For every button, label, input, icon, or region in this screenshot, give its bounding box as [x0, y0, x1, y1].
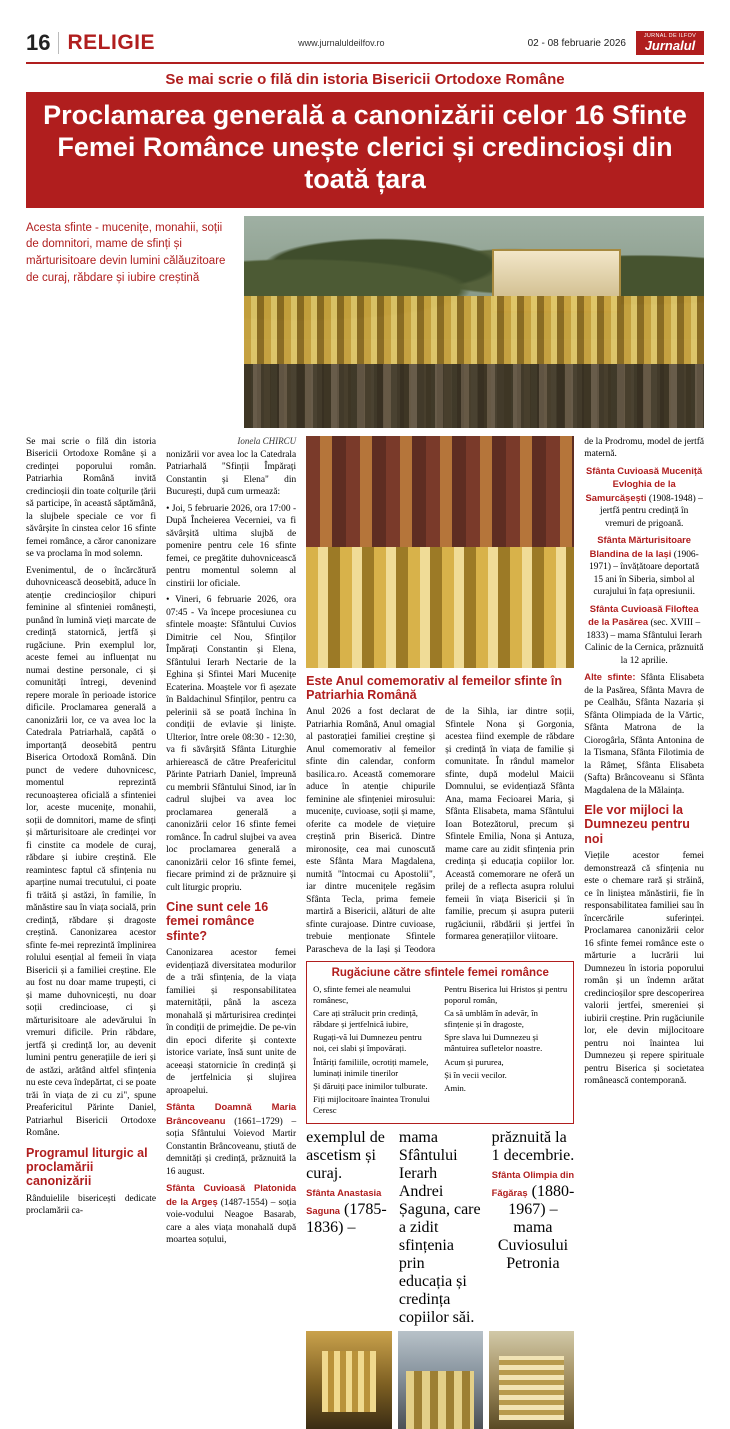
center-photo	[306, 436, 574, 668]
paragraph: exemplul de ascetism și curaj.	[306, 1129, 385, 1183]
prayer-line: Fiți mijlocitoare înaintea Tronului Ceresc	[313, 1094, 430, 1116]
prayer-left	[313, 984, 436, 1119]
column-1	[26, 436, 156, 1429]
saint-entry	[166, 1182, 296, 1247]
saint-entry	[584, 465, 704, 531]
paragraph: • Vineri, 6 februarie 2026, ora 07:45 - Va începe procesiunea cu sfintele moaște: Sfântului Cuvios Dimitrie cel Nou, Sfinților Împărați Constantin și Elena, Sfântului Ierarh Nectarie de la Eghina și Sfintei Mari Mucenițe Ecaterina. Moaștele vor fi așezate în Baldachinul Sfinților, pentru ca pelerinii să se poată închina în condiții de evlavie și liniște. Ulterior, între orele 08:30 - 12:30, va fi săvârșită Sfânta Liturghie arhierească de către Preafericitul Părinte Patriarh Daniel, împreună cu membrii Sfântului Sinod, iar în cadrul slujbei va avea loc proclamarea generală a canonizării celor 16 sfinte femei românce. În cadrul slujbei va avea loc proclamarea generală a canonizării celor 16 sfinte femei, fiecare primind zi de prăznuire și cult liturgic propriu.	[166, 595, 297, 893]
saint-name: Sfânta Mărturisitoare Blandina de la Iași	[589, 534, 692, 559]
masthead	[26, 28, 704, 58]
prayer-line: Pentru Biserica lui Hristos și pentru poporul român,	[444, 983, 568, 1005]
deck-row	[26, 216, 704, 428]
prayer-line: O, sfinte femei ale neamului românesc,	[313, 983, 411, 1005]
bottom-col-right	[492, 1129, 575, 1327]
saint-description: (1908-1948) – jertfă pentru credință în vremuri de prigoană.	[600, 493, 703, 529]
saint-name: Sfânta Olimpia din Făgăraș	[491, 1169, 575, 1199]
divider	[58, 32, 59, 54]
saint-description: (1880-1967) – mama Cuviosului Petronia	[497, 1183, 575, 1273]
page-title: Proclamarea generală a canonizării celor 16 Sfinte Femei Românce unește clerici și credincioși din toată țara	[26, 92, 704, 208]
paragraph: de la Prodromu, model de jertfă maternă.	[584, 436, 704, 460]
subheading-liturgic-program: Programul liturgic al proclamării canonizării	[26, 1145, 148, 1189]
saint-name: Sfânta Anastasia Saguna	[306, 1187, 382, 1217]
saint-name: Sfânta Cuvioasă Muceniță Evloghia de la Samurcășești	[585, 464, 703, 503]
saint-description: (1785-1836) –	[306, 1201, 387, 1237]
saint-name: Sfânta Cuvioasă Filoftea de la Pasărea	[588, 602, 699, 628]
kicker: Se mai scrie o filă din istoria Bisericii Ortodoxe Române	[165, 71, 565, 88]
saint-name: Sfânta Doamnă Maria Brâncoveanu	[166, 1101, 297, 1126]
other-saints-label: Alte sfinte:	[584, 671, 636, 683]
logo-main-text: Jurnalul	[644, 38, 696, 54]
paragraph: Rânduielile bisericești dedicate proclamării ca-	[26, 1193, 157, 1217]
center-photo-caption: Este Anul comemorativ al femeilor sfinte în Patriarhia Română	[306, 673, 563, 702]
saint-description: (1487-1554) – soția voie-vodului Neagoe Basarab, care a ales viața monahală după moartea soțului,	[166, 1197, 297, 1246]
bottom-photo-procession	[398, 1331, 483, 1429]
subheading-who-are-the-saints: Cine sunt cele 16 femei românce sfinte?	[166, 900, 269, 943]
saint-entry	[584, 603, 704, 668]
prayer-line: Acum și pururea,	[444, 1056, 504, 1067]
paragraph: Se mai scrie o filă din istoria Bisericii Ortodoxe Române și a credinței poporului român. Patriarhia Română invită credincioșii din toate colțurile țării să participe, în această săptămână, la slujbele speciale ce vor fi săvârșite în cinstea celor 16 sfinte femei românce, a căror canonizare se va proclama în mod solemn.	[26, 436, 157, 560]
subheading-intercession: Ele vor mijloci la Dumnezeu pentru noi	[584, 803, 690, 846]
website-url[interactable]: www.jurnaluldeilfov.ro	[298, 38, 385, 48]
byline: Ionela CHIRCU	[237, 435, 297, 446]
article-body	[26, 436, 704, 1429]
paragraph: Canonizarea acestor femei evidențiază diversitatea modurilor de a trăi sfințenia, de la viața familiei și responsabilitatea maternității, până la asceza monahală și mărturisirea credinței în condiții de primejdie. De pe-vin din epoci diferite și contexte istorice variate, însă sunt unite de aceeași statornicie în credință și de jertfelnicia și slujirea aproapelui.	[166, 948, 297, 1096]
prayer-line: Rugați-vă lui Dumnezeu pentru noi, cei slabi și împovărați.	[313, 1032, 422, 1054]
center-article-text: Anul 2026 a fost declarat de Patriarhia Română, Anul omagial al pastorației familiei creștine și Anul comemorativ al femeilor sfinte din calendar, conform basilica.ro. Această comemorare aduce în atenție chipurile feminine ale sfințeniei mirosului: mucenițe, cuvioase, soții și mame, oferite ca modele de viețuire creștină prin Biserică. Dintre mironosițe, cea mai cunoscută este Sfânta Mara Magdalena, numită "întocmai cu Apostolii", iar dintre mucenițele regăsim Sfânta Tecla, prima femeie martiră a Bisericii, alături de alte sfinte curajoase. Dintre cuvioase, trebuie menționate Sfintele Parascheva de la Iași și Teodora de la Sihla, iar dintre soții, Sfintele Nona și Gorgonia, acestea fiind exemple de răbdare și credință în viața de familie și comunitate. În rândul mamelor sfinte, după modelul Maicii Domnului, se evidențiază Sfânta Ana, mama Fecioarei Maria, și Sfânta Elisabeta, mama Sfântului Ioan Botezătorul, precum și Sfintele Emilia, Nona și Antuza, mame care au zidit sfințenia prin credința și educația copiilor lor. Această comemorare ne oferă un prilej de a reflecta asupra rolului femeii în viața Bisericii și în familie, precum și asupra puterii rugăciunii, răbdării și jertfei în formarea generațiilor viitoare.	[306, 707, 575, 955]
paragraph: Evenimentul, de o încărcătură duhovnicească deosebită, aduce în atenție credincioșilor chipuri feminine al sfinteniei românești, punând în lumină vieți marcate de credință statornică, jertfă și rugăciune. Prin exemplul lor, aceste femei au influențat nu numai destine personale, ci și comunități întregi, devenind repere morale în perioade istorice dificile. Proclamarea generală a canonizării lor, ce va avea loc la Catedrala Patriarhală, capătă o importanță deosebită pentru Biserica Ortodoxă Română. Din punct de vedere duhovnicesc, momentul reprezintă recunoașterea oficială a sfinteniei lor, aceste mucenițe, monahii, soții de domnitori, mame de sfinți și mărturisitoare ale credinței vor fi cinstite ca modele de curaj, răbdare și iubire creștină. Ele reamintesc faptul că sfințenia nu aparține numai trecutului, ci poate fi trăită și astăzi, în familie, în mănăstire sau în viața socială, prin credință, răbdare și dragoste creștină. Canonizarea acestor sfinte fe-mei reprezintă împlinirea rolului esențial al femeii în viața Bisericii și a familiei creștine. Ele au fost nu doar mame trupești, ci și mame duhovnicești, nu doar soții credincioase, ci și mărturisitoare ale adevărului în vremuri dificile. Prin răbdare, jertfă și credință lor, au devenit lumini pentru generațiile de ieri și de astăzi, arătând altfel sfințenia nu este ceva îndepărtat, ci se poate trăi în viața de zi cu zi", spune Preafericitul Părinte Daniel, Patriarhul Bisericii Ortodoxe Române.	[26, 565, 157, 1139]
column-2	[166, 436, 296, 1429]
section-title: RELIGIE	[67, 31, 155, 54]
prayer-line: Întăriți familiile, ocrotiți mamele, luminați inimile tinerilor	[313, 1056, 429, 1078]
other-saints-text: Sfânta Elisabeta de la Pasărea, Sfânta Mavra de pe Cealhău, Sfânta Nazaria și Sfânta Olimpiada de la Vărtic, Sfânta Matrona de la Ciorogârla, Sfânta Antonina de la Tismana, Sfânta Filotimia de la Râmeț, Sfânta Elisabeta (Safta) Brâncoveanu si Sfânta Magdalena de la Mălaința.	[584, 673, 704, 796]
prayer-line: Amin.	[444, 1082, 466, 1093]
saint-entry	[492, 1165, 575, 1273]
prayer-box	[306, 961, 574, 1124]
saint-description: (1906-1971) – învățătoare deportată 15 ani în Siberia, simbol al curajului în fața opresiunii.	[589, 549, 700, 598]
saint-entry	[584, 671, 704, 797]
bottom-photo-row	[306, 1331, 574, 1429]
saint-entry	[166, 1101, 296, 1178]
lead-photo	[244, 216, 704, 428]
photo-crowd	[244, 364, 704, 428]
prayer-line: Ca să umblăm în adevăr, în sfințenie și în dragoste,	[444, 1007, 538, 1030]
saint-name: Sfânta Cuvioasă Platonida de la Argeș	[166, 1182, 297, 1207]
paragraph: prăznuită la 1 decembrie.	[491, 1129, 575, 1165]
paragraph: nonizării vor avea loc la Catedrala Patriarhală "Sfinții Împărați Constantin și Elena" din București, după cum urmează:	[166, 449, 297, 498]
prayer-title: Rugăciune către sfintele femei românce	[331, 967, 549, 980]
prayer-line: Spre slava lui Dumnezeu și mântuirea sufletelor noastre.	[444, 1032, 543, 1054]
issue-date: 02 - 08 februarie 2026	[527, 37, 626, 49]
paragraph: • Joi, 5 februarie 2026, ora 17:00 - După Încheierea Vecerniei, va fi săvârșită ultima slujbă de pomenire pentru cele 16 sfinte femei, ce pregătite duhovnicească pentru momentul solemn al cinstirii lor oficiale.	[166, 503, 297, 589]
bottom-photo-icon	[489, 1331, 574, 1429]
bottom-col-left	[306, 1129, 389, 1327]
bottom-text-columns	[306, 1129, 574, 1327]
saint-entry	[306, 1183, 389, 1237]
paragraph: Viețile acestor femei demonstrează că sfințenia nu este o chemare rară și străină, ce în liniștea mănăstirii, fie în responsabilitatea familiei sau în încercările suferinței. Proclamarea canonizării celor 16 sfinte femei românce este o mărturie a lucrării lui Dumnezeu în istoria poporului român și un îndemn arătat credincioșilor spre descoperirea valorii jertfei, smereniei și iubirii creștine. Prin rugăciunile lor, ele devin mijlocitoare pentru noi înaintea lui Dumnezeu și repere spirituale pentru Biserica și societatea românească contemporană.	[584, 851, 704, 1087]
prayer-line: Care ați strălucit prin credință, răbdare și jertfelnică iubire,	[313, 1007, 418, 1030]
prayer-columns	[313, 984, 567, 1119]
logo-top-text: JURNAL DE ILFOV	[643, 32, 697, 39]
paragraph: mama Sfântului Ierarh Andrei Șaguna, care a zidit sfințenia prin educația și credința copiilor săi.	[398, 1129, 481, 1327]
prayer-right	[444, 984, 567, 1119]
saint-description: (sec. XVIII – 1833) – mama Sfântului Ierarh Calinic de la Cernica, prăznuită la 12 aprilie.	[584, 618, 704, 666]
column-center-wrap	[306, 436, 574, 1429]
saint-entry	[584, 534, 704, 599]
page-number: 16	[26, 30, 51, 55]
bottom-photo-relics	[306, 1331, 391, 1429]
photo-clergy	[306, 547, 574, 668]
prayer-line: Și dăruiți pace inimilor tulburate.	[313, 1080, 428, 1091]
newspaper-logo	[636, 31, 704, 55]
column-right	[584, 436, 704, 1429]
deck-text: Acesta sfinte - mucenițe, monahii, soții de domnitori, mame de sfinți și mărturisitoare devin lumini călăuzitoare de curaj, răbdare și iubire creștină	[26, 221, 226, 284]
saint-description: (1661–1729) – soția Sfântului Voievod Martir Constantin Brâncoveanu, știută de demnități și credință, prăznuită la 16 august.	[166, 1116, 297, 1177]
prayer-line: Și în vecii vecilor.	[444, 1069, 507, 1080]
bottom-col-mid	[399, 1129, 482, 1327]
